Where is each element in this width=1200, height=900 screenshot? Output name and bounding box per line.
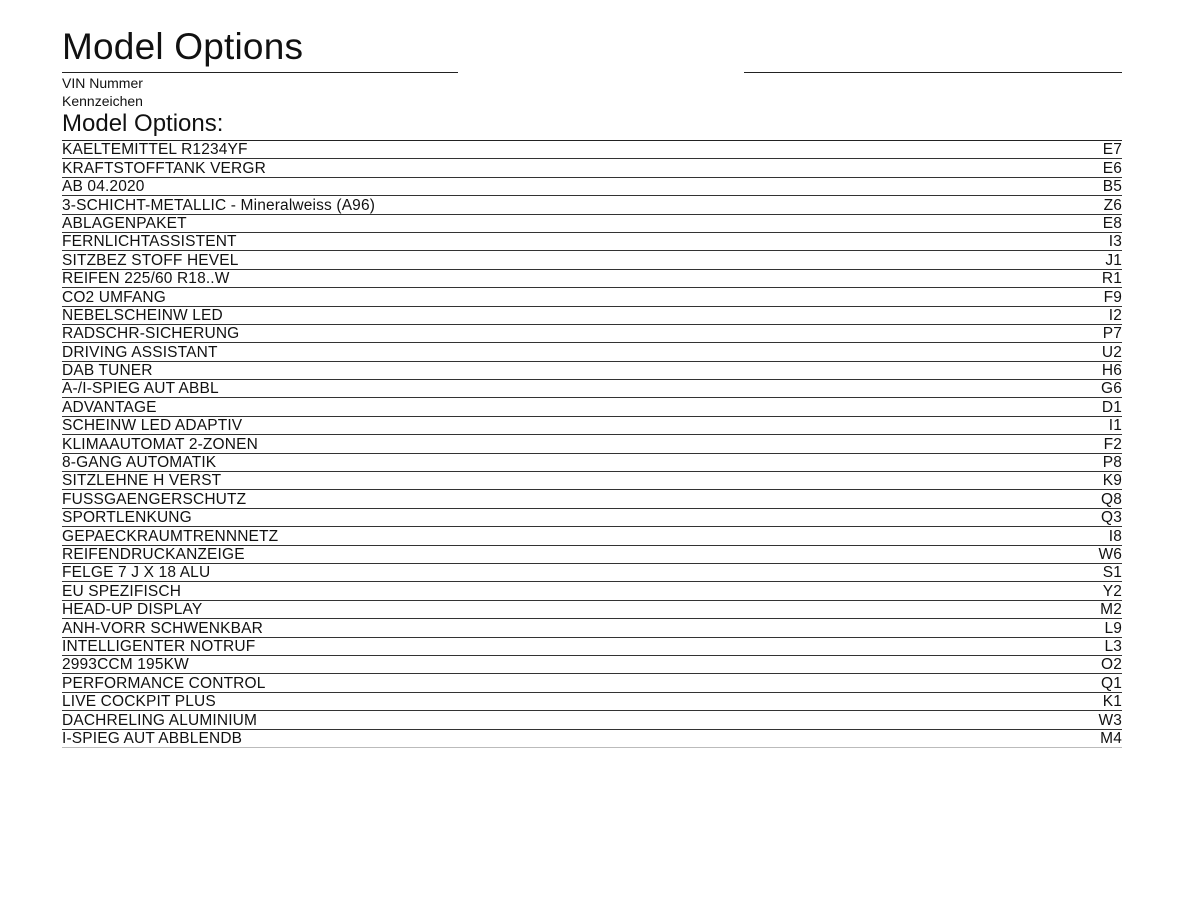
option-row [62,674,1122,692]
option-row [62,490,1122,508]
option-code: O2 [1101,656,1122,674]
option-code: E7 [1102,141,1122,159]
option-row [62,656,1122,674]
option-row [62,343,1122,361]
option-row [62,454,1122,472]
option-row [62,196,1122,214]
option-name: DACHRELING ALUMINIUM [62,711,258,729]
option-code: E8 [1102,214,1122,232]
option-name: PERFORMANCE CONTROL [62,674,266,692]
option-code: I2 [1108,306,1122,324]
option-code: Q3 [1101,509,1122,527]
option-name: KAELTEMITTEL R1234YF [62,141,248,159]
option-name: ADVANTAGE [62,398,157,416]
option-code: W6 [1098,545,1122,563]
option-name: DAB TUNER [62,362,153,380]
option-code: Z6 [1103,196,1122,214]
option-code: R1 [1101,270,1122,288]
option-name: FERNLICHTASSISTENT [62,233,237,251]
option-name: 2993CCM 195KW [62,656,189,674]
option-row [62,435,1122,453]
option-row [62,178,1122,196]
option-row [62,730,1122,748]
option-name: REIFEN 225/60 R18..W [62,270,230,288]
option-row [62,711,1122,729]
option-row [62,288,1122,306]
option-code: L3 [1104,637,1122,655]
option-code: I1 [1108,417,1122,435]
option-name: EU SPEZIFISCH [62,582,182,600]
title-underline-left [62,72,458,73]
option-row [62,638,1122,656]
option-name: ABLAGENPAKET [62,214,187,232]
option-row [62,233,1122,251]
option-code: G6 [1101,380,1122,398]
option-code: D1 [1101,398,1122,416]
option-row [62,509,1122,527]
option-name: 3-SCHICHT-METALLIC - Mineralweiss (A96) [62,196,376,214]
option-name: KLIMAAUTOMAT 2-ZONEN [62,435,258,453]
option-code: L9 [1104,619,1122,637]
option-name: CO2 UMFANG [62,288,166,306]
option-name: INTELLIGENTER NOTRUF [62,637,256,655]
option-code: Y2 [1102,582,1122,600]
option-code: W3 [1098,711,1122,729]
option-row [62,619,1122,637]
plate-label: Kennzeichen [62,93,143,109]
option-code: E6 [1102,159,1122,177]
option-row [62,270,1122,288]
option-row [62,362,1122,380]
option-code: J1 [1105,251,1122,269]
option-row [62,307,1122,325]
section-title: Model Options: [62,110,224,137]
options-list [62,140,1122,748]
option-name: KRAFTSTOFFTANK VERGR [62,159,266,177]
title-underline-right [744,72,1122,73]
option-code: S1 [1102,564,1122,582]
option-row [62,159,1122,177]
option-name: SCHEINW LED ADAPTIV [62,417,243,435]
option-row [62,417,1122,435]
option-row [62,546,1122,564]
option-code: M2 [1100,601,1122,619]
option-name: DRIVING ASSISTANT [62,343,218,361]
option-row [62,215,1122,233]
option-name: FUSSGAENGERSCHUTZ [62,490,247,508]
option-code: P8 [1102,454,1122,472]
option-name: FELGE 7 J X 18 ALU [62,564,211,582]
option-row [62,693,1122,711]
option-code: Q8 [1101,490,1122,508]
option-code: Q1 [1101,674,1122,692]
option-name: REIFENDRUCKANZEIGE [62,545,245,563]
option-code: F9 [1103,288,1122,306]
option-name: 8-GANG AUTOMATIK [62,454,217,472]
option-row [62,472,1122,490]
option-name: A-/I-SPIEG AUT ABBL [62,380,219,398]
option-code: M4 [1100,729,1122,747]
option-code: U2 [1101,343,1122,361]
vin-label: VIN Nummer [62,75,143,91]
option-code: I8 [1108,527,1122,545]
option-row [62,601,1122,619]
option-name: SITZBEZ STOFF HEVEL [62,251,239,269]
option-name: HEAD-UP DISPLAY [62,601,203,619]
option-row [62,398,1122,416]
option-code: F2 [1103,435,1122,453]
option-name: NEBELSCHEINW LED [62,306,223,324]
option-name: RADSCHR-SICHERUNG [62,325,240,343]
page-title: Model Options [62,26,304,67]
option-row [62,325,1122,343]
option-name: LIVE COCKPIT PLUS [62,693,216,711]
option-row [62,564,1122,582]
option-code: P7 [1102,325,1122,343]
option-row [62,141,1122,159]
option-name: SITZLEHNE H VERST [62,472,222,490]
option-name: SPORTLENKUNG [62,509,192,527]
option-row [62,527,1122,545]
option-name: I-SPIEG AUT ABBLENDB [62,729,243,747]
option-code: K1 [1102,693,1122,711]
option-name: AB 04.2020 [62,178,145,196]
option-row [62,251,1122,269]
option-code: H6 [1101,362,1122,380]
option-name: ANH-VORR SCHWENKBAR [62,619,263,637]
option-code: I3 [1108,233,1122,251]
option-row [62,380,1122,398]
option-code: K9 [1102,472,1122,490]
option-row [62,582,1122,600]
option-name: GEPAECKRAUMTRENNNETZ [62,527,279,545]
option-code: B5 [1102,178,1122,196]
